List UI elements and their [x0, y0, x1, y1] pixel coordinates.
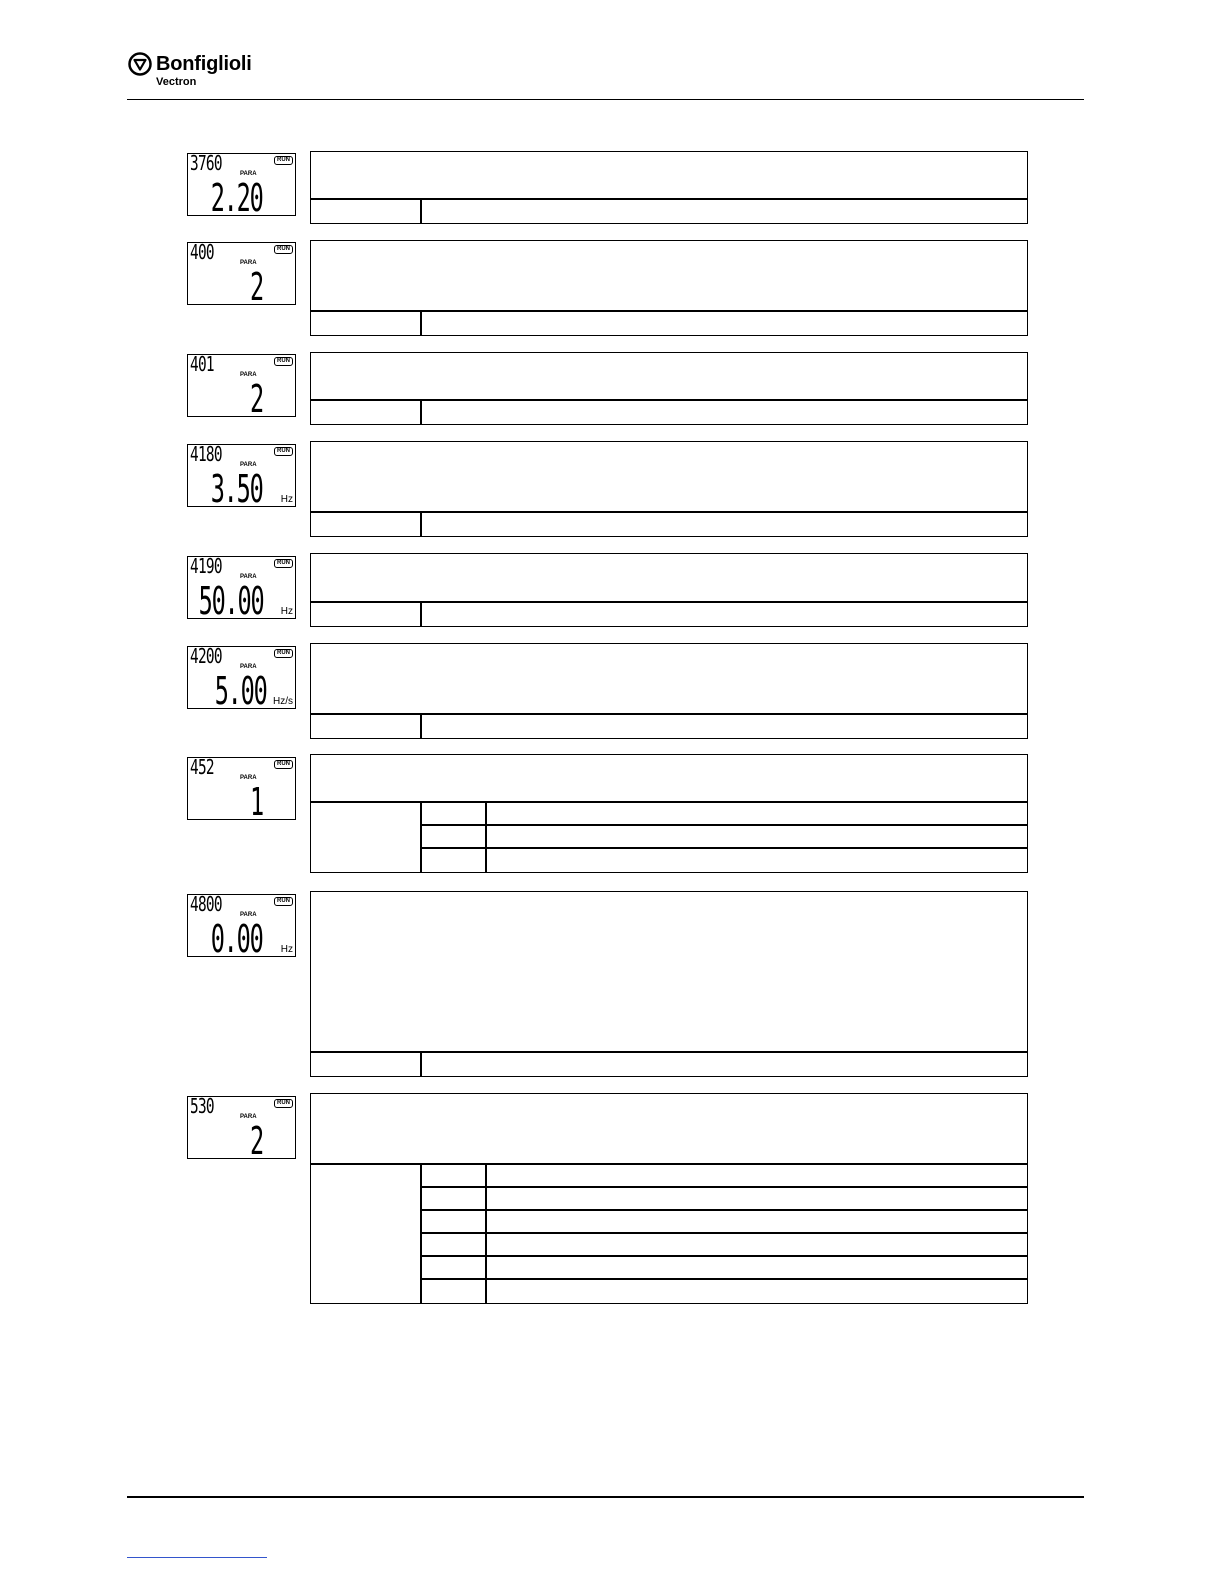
description-cell	[311, 644, 1027, 715]
table-row	[422, 1211, 1027, 1234]
parameter-value: 5.00	[215, 669, 267, 713]
description-cell	[311, 1094, 1027, 1165]
para-indicator: PARA	[240, 462, 257, 468]
footer-link-underline[interactable]	[127, 1557, 267, 1558]
parameter-value: 0.00	[211, 917, 263, 961]
description-cell	[311, 554, 1027, 603]
description-cell	[311, 241, 1027, 312]
table-row	[422, 1188, 1027, 1211]
table-row	[422, 849, 1027, 872]
run-indicator: RUN	[274, 245, 293, 254]
parameter-number: 4200	[190, 644, 222, 668]
table-row	[422, 1165, 1027, 1188]
table-row	[311, 1053, 1027, 1076]
lcd-display	[187, 554, 296, 623]
parameter-unit: Hz	[280, 494, 293, 505]
parameter-unit: Hz	[280, 606, 293, 617]
para-indicator: PARA	[240, 574, 257, 580]
para-indicator: PARA	[240, 775, 257, 781]
parameter-number: 3760	[190, 151, 222, 175]
lcd-display	[187, 352, 296, 421]
parameter-table	[310, 643, 1028, 739]
run-indicator: RUN	[274, 760, 293, 769]
parameter-number: 4800	[190, 892, 222, 916]
parameter-table	[310, 352, 1028, 425]
table-row	[311, 513, 1027, 536]
lcd-display	[187, 240, 296, 309]
brand-logo	[128, 52, 252, 88]
run-indicator: RUN	[274, 559, 293, 568]
para-indicator: PARA	[240, 171, 257, 177]
para-indicator: PARA	[240, 372, 257, 378]
footer-rule	[127, 1496, 1084, 1498]
parameter-unit: Hz/s	[273, 696, 293, 707]
header-rule	[127, 99, 1084, 100]
table-row	[422, 803, 1027, 826]
lcd-display	[187, 644, 296, 713]
parameter-table	[310, 240, 1028, 336]
table-row	[422, 1234, 1027, 1257]
run-indicator: RUN	[274, 447, 293, 456]
para-indicator: PARA	[240, 260, 257, 266]
parameter-table	[310, 553, 1028, 627]
table-row	[311, 200, 1027, 223]
lcd-display	[187, 1094, 296, 1163]
parameter-value: 2	[250, 1119, 263, 1163]
para-indicator: PARA	[240, 1114, 257, 1120]
parameter-value: 3.50	[211, 467, 263, 511]
lcd-display	[187, 755, 296, 824]
parameter-table	[310, 441, 1028, 537]
lcd-display	[187, 892, 296, 961]
parameter-table	[310, 151, 1028, 224]
parameter-table	[310, 1093, 1028, 1304]
run-indicator: RUN	[274, 897, 293, 906]
parameter-number: 4180	[190, 442, 222, 466]
table-row	[311, 401, 1027, 424]
table-row	[422, 1280, 1027, 1303]
description-cell	[311, 353, 1027, 401]
table-row	[311, 312, 1027, 335]
run-indicator: RUN	[274, 156, 293, 165]
parameter-number: 400	[190, 240, 214, 264]
description-cell	[311, 892, 1027, 1053]
table-row	[311, 603, 1027, 626]
run-indicator: RUN	[274, 357, 293, 366]
lcd-display	[187, 442, 296, 511]
parameter-value: 50.00	[198, 579, 263, 623]
parameter-number: 530	[190, 1094, 214, 1118]
para-indicator: PARA	[240, 912, 257, 918]
brand-name: Bonfiglioli	[156, 52, 252, 75]
description-cell	[311, 152, 1027, 200]
bonfiglioli-logo-icon	[128, 52, 152, 76]
parameter-value: 1	[250, 780, 263, 824]
options-table	[311, 803, 1027, 872]
run-indicator: RUN	[274, 649, 293, 658]
parameter-number: 401	[190, 352, 214, 376]
parameter-unit: Hz	[280, 944, 293, 955]
parameter-table	[310, 754, 1028, 873]
table-row	[311, 715, 1027, 738]
parameter-number: 4190	[190, 554, 222, 578]
parameter-value: 2.20	[211, 176, 263, 220]
parameter-value: 2	[250, 377, 263, 421]
description-cell	[311, 442, 1027, 513]
run-indicator: RUN	[274, 1099, 293, 1108]
brand-sub-name: Vectron	[156, 76, 197, 88]
description-cell	[311, 755, 1027, 803]
para-indicator: PARA	[240, 664, 257, 670]
parameter-table	[310, 891, 1028, 1077]
parameter-value: 2	[250, 265, 263, 309]
parameter-number: 452	[190, 755, 214, 779]
lcd-display	[187, 151, 296, 220]
table-row	[422, 826, 1027, 849]
options-table	[311, 1165, 1027, 1303]
table-row	[422, 1257, 1027, 1280]
